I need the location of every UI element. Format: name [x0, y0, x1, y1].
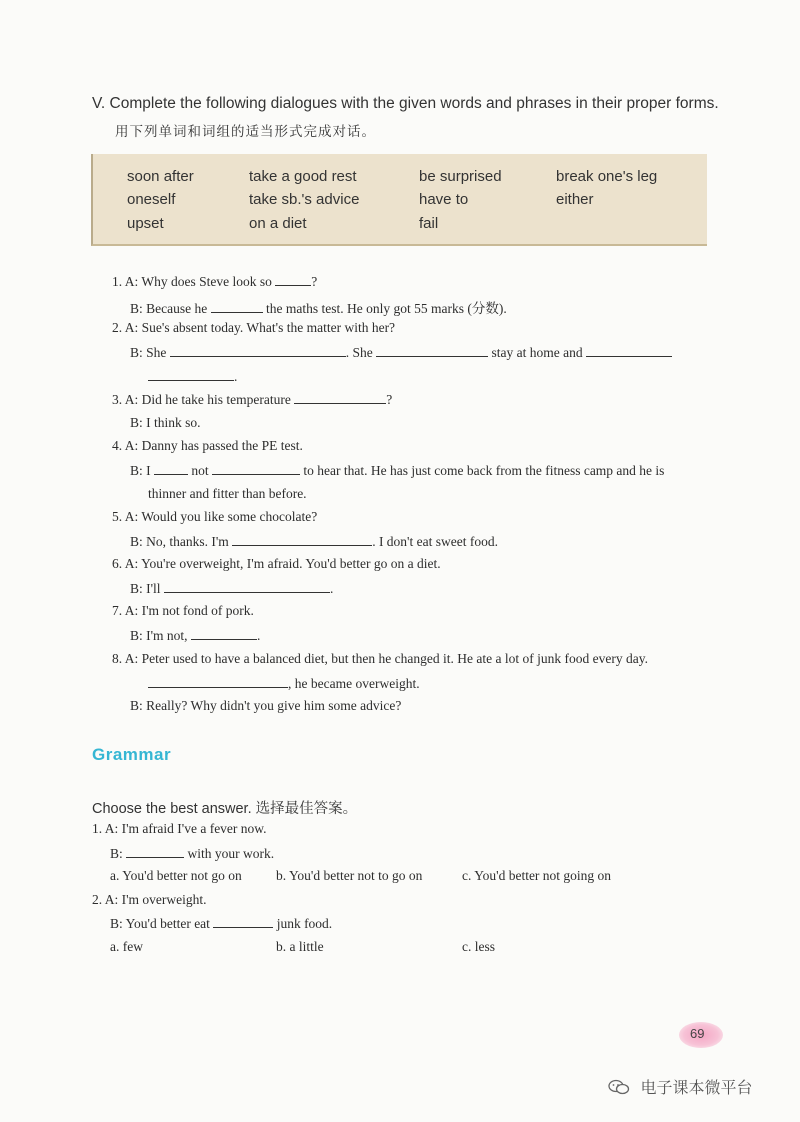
word-item: break one's leg [556, 168, 658, 185]
question-text: B: You'd better eat [110, 916, 210, 931]
word-item: oneself [127, 191, 176, 208]
answer-blank[interactable] [275, 273, 311, 286]
section-title-chinese: 用下列单词和词组的适当形式完成对话。 [115, 124, 376, 139]
dialogue-text: . [234, 369, 238, 384]
answer-blank[interactable] [148, 675, 288, 688]
question-line: 2. A: I'm overweight. [92, 892, 207, 907]
dialogue-text: B: Because he [130, 301, 208, 316]
dialogue-line: 7. A: I'm not fond of pork. [112, 603, 254, 618]
dialogue-text: . She [345, 345, 373, 360]
dialogue-line [130, 533, 498, 550]
dialogue-line: 4. A: Danny has passed the PE test. [112, 438, 303, 453]
wechat-icon [608, 1079, 630, 1095]
dialogue-text: . [256, 628, 261, 643]
dialogue-line [112, 391, 392, 408]
question-line [110, 845, 274, 862]
question-line [110, 915, 332, 932]
question-text: B: [110, 846, 123, 861]
dialogue-text: 1. A: Why does Steve look so [112, 274, 272, 289]
dialogue-text: to hear that. He has just come back from the fitness camp and he is [303, 463, 665, 478]
answer-blank[interactable] [154, 462, 188, 475]
dialogue-line: 2. A: Sue's absent today. What's the matter with her? [112, 320, 396, 335]
answer-blank[interactable] [148, 368, 234, 381]
dialogue-line: 6. A: You're overweight, I'm afraid. You'd better go on a diet. [112, 556, 441, 571]
dialogue-line [148, 675, 420, 692]
grammar-heading: Grammar [92, 745, 172, 764]
dialogue-line: B: Really? Why didn't you give him some advice? [130, 698, 402, 713]
dialogue-line [112, 273, 317, 290]
question-line: 1. A: I'm afraid I've a fever now. [92, 821, 267, 836]
word-item: take a good rest [249, 168, 357, 185]
answer-blank[interactable] [191, 627, 257, 640]
answer-blank[interactable] [294, 391, 386, 404]
word-item: take sb.'s advice [249, 191, 360, 208]
option-c[interactable]: c. less [462, 939, 495, 954]
word-item: either [556, 191, 594, 208]
dialogue-text: B: No, thanks. I'm [130, 534, 229, 549]
word-item: be surprised [419, 168, 502, 185]
dialogue-line [130, 627, 260, 644]
word-item: upset [127, 215, 164, 232]
dialogue-text: B: I [130, 463, 151, 478]
question-text: with your work. [187, 846, 275, 861]
dialogue-text: , he became overweight. [288, 676, 420, 691]
dialogue-line [130, 297, 507, 317]
dialogue-line: thinner and fitter than before. [148, 486, 307, 501]
dialogue-text: B: I'll [130, 581, 161, 596]
dialogue-line: 8. A: Peter used to have a balanced diet, but then he changed it. He ate a lot of junk food every day. [112, 651, 648, 666]
answer-blank[interactable] [213, 915, 273, 928]
grammar-instruction: Choose the best answer. 选择最佳答案。 [92, 801, 358, 817]
dialogue-line: 5. A: Would you like some chocolate? [112, 509, 318, 524]
word-item: soon after [127, 168, 194, 185]
option-a[interactable]: a. You'd better not go on [110, 868, 242, 883]
option-b[interactable]: b. a little [276, 939, 324, 954]
word-item: on a diet [249, 215, 307, 232]
dialogue-line: B: I think so. [130, 415, 201, 430]
dialogue-text: not [191, 463, 209, 478]
dialogue-text: the maths test. He only got 55 marks (分数). [265, 301, 507, 316]
dialogue-line [148, 368, 237, 385]
answer-blank[interactable] [170, 344, 346, 357]
section-title: V. Complete the following dialogues with the given words and phrases in their proper forms. [92, 95, 719, 112]
dialogue-line [130, 580, 333, 597]
option-b[interactable]: b. You'd better not to go on [276, 868, 423, 883]
question-text: junk food. [276, 916, 333, 931]
answer-blank[interactable] [211, 300, 263, 313]
answer-blank[interactable] [232, 533, 372, 546]
page-number: 69 [690, 1026, 705, 1041]
page-number-badge [679, 1022, 723, 1048]
watermark [608, 1075, 752, 1098]
answer-blank[interactable] [376, 344, 488, 357]
option-c[interactable]: c. You'd better not going on [462, 868, 612, 883]
word-bank-box [91, 154, 707, 246]
dialogue-text: 3. A: Did he take his temperature [112, 392, 291, 407]
word-item: have to [419, 191, 469, 208]
answer-blank[interactable] [586, 344, 672, 357]
answer-blank[interactable] [212, 462, 300, 475]
dialogue-text: . [329, 581, 334, 596]
dialogue-text: ? [311, 274, 318, 289]
watermark-text: 电子课本微平台 [640, 1080, 753, 1097]
word-item: fail [419, 215, 439, 232]
dialogue-text: B: I'm not, [130, 628, 188, 643]
dialogue-text: B: She [130, 345, 167, 360]
answer-blank[interactable] [126, 845, 184, 858]
dialogue-text: stay at home and [491, 345, 583, 360]
dialogue-line [130, 344, 672, 361]
dialogue-line [130, 462, 664, 479]
answer-blank[interactable] [164, 580, 330, 593]
dialogue-text: . I don't eat sweet food. [372, 534, 498, 549]
option-a[interactable]: a. few [110, 939, 143, 954]
dialogue-text: ? [386, 392, 393, 407]
